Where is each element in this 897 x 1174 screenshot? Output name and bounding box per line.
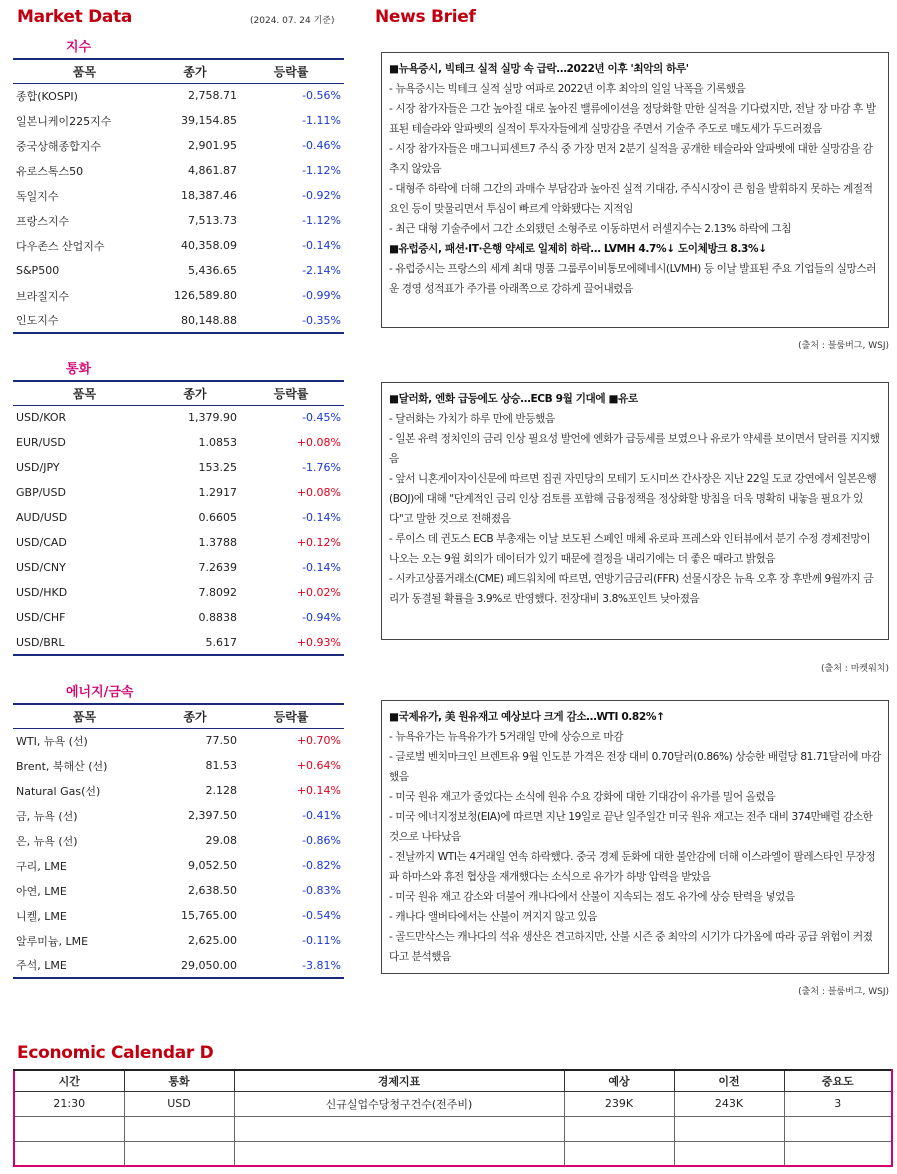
item-change: +0.08% [296,436,341,449]
item-change: -0.82% [302,859,341,872]
news-source-stocks: (출처 : 블룸버그, WSJ) [798,341,889,351]
item-name: 구리, LME [16,859,67,873]
calendar-table [13,1069,893,1167]
item-name: 알루미늄, LME [16,934,89,948]
item-change: -3.81% [241,953,344,978]
item-change: +0.64% [296,759,341,772]
news-line: - 루이스 데 귄도스 ECB 부총재는 이날 보도된 스페인 매체 유로파 프레스와 인터뷰에서 분기 수정 경제전망이 나오는 오는 9월 회의가 데이터가 있기 때문에 결정을 내리기에는 더 좋은 때라고 밝혔음 [389,533,871,565]
section-label-currency: 통화 [66,362,92,377]
table-row [13,480,344,505]
item-change: -0.14% [302,239,341,252]
indices-body [13,83,344,333]
item-price: 1,379.90 [188,411,237,425]
table-row [13,505,344,530]
item-name: Brent, 북해산 (선) [16,759,108,773]
item-change: +0.14% [296,784,341,797]
calendar-cell: 239K [564,1091,674,1116]
item-change: -0.86% [302,834,341,847]
item-price: 81.53 [205,759,237,772]
item-change: -0.99% [302,289,341,302]
item-name: S&P500 [16,264,60,277]
table-row [13,803,344,828]
item-name: 프랑스지수 [16,214,70,228]
news-line: - 달러화는 가치가 하루 만에 반등했음 [389,413,555,425]
item-name: AUD/USD [16,511,68,524]
item-price: 0.6605 [198,511,237,524]
table-row [13,283,344,308]
news-line: - 앞서 니혼게이자이신문에 따르면 집권 자민당의 모테기 도시미쓰 간사장은 지난 22일 도쿄 강연에서 일본은행(BOJ)에 대해 "단계적인 금리 인상 검토를 포함해 금융정책을 정상화할 방침을 더욱 명확히 내놓을 필요가 있다"고 말한 것으로 전해졌음 [389,473,877,525]
currency-body [13,405,344,655]
item-change: -0.11% [302,934,341,947]
table-row [13,455,344,480]
item-name: 금, 뉴욕 (선) [16,809,78,823]
item-name: USD/CAD [16,536,67,549]
calendar-cell [674,1116,784,1141]
news-line: - 전날까지 WTI는 4거래일 연속 하락했다. 중국 경제 둔화에 대한 불안감에 더해 이스라엘이 팔레스타인 무장정파 하마스와 휴전 협상을 재개했다는 소식으로 유가가 하방 압력을 받았음 [389,851,876,883]
calendar-cell: USD [124,1091,234,1116]
item-price: 4,861.87 [188,164,237,177]
col-change: 등락률 [241,59,344,83]
item-change: -0.83% [302,884,341,897]
item-name: 아연, LME [16,884,67,898]
table-row [13,183,344,208]
item-price: 2,638.50 [188,884,237,897]
item-price: 80,148.88 [153,308,241,333]
calendar-cell: 243K [674,1091,784,1116]
item-price: 39,154.85 [181,114,237,127]
item-change: +0.08% [296,486,341,499]
item-name: USD/JPY [16,461,60,474]
item-change: +0.70% [296,734,341,748]
news-line: - 시장 참가자들은 매그니피센트7 주식 중 가장 먼저 2분기 실적을 공개한 테슬라와 알파벳에 대한 실망감을 감추지 않았음 [389,143,873,175]
item-name: 중국상해종합지수 [16,139,102,153]
item-name: 인도지수 [13,308,153,333]
calendar-title: Economic Calendar D [17,1043,214,1063]
calendar-cell [124,1116,234,1141]
news-line: - 뉴욕유가는 뉴욕유가가 5거래일 만에 상승으로 마감 [389,731,624,743]
news-line: - 미국 원유 재고 감소와 더불어 캐나다에서 산불이 지속되는 점도 유가에 상승 탄력을 넣었음 [389,891,795,903]
table-row [13,953,344,978]
news-line: - 시카고상품거래소(CME) 페드워치에 따르면, 연방기금금리(FFR) 선물시장은 뉴욕 오후 장 후반께 9월까지 금리가 동결될 확률을 3.9%로 반영했다. 전장대비 3.8%포인트 낮아졌음 [389,573,874,605]
calendar-cell [14,1116,124,1141]
news-headline: ■달러화, 엔화 급등에도 상승…ECB 9월 기대에 ■유로 [389,393,638,405]
table-row [13,405,344,430]
cal-col-time: 시간 [14,1070,124,1091]
calendar-cell [234,1116,564,1141]
table-row [13,928,344,953]
table-row [13,308,344,333]
news-line: - 캐나다 앨버타에서는 산불이 꺼지지 않고 있음 [389,911,598,923]
calendar-cell: 신규실업수당청구건수(전주비) [234,1091,564,1116]
item-change: -1.76% [302,461,341,474]
news-line: - 미국 에너지정보청(EIA)에 따르면 지난 19일로 끝난 일주일간 미국 원유 재고는 전주 대비 374만배럴 감소한 것으로 나타났음 [389,811,873,843]
col-price: 종가 [153,704,241,728]
news-box-stocks [381,52,889,328]
item-name: GBP/USD [16,486,66,499]
calendar-cell [14,1141,124,1166]
item-price: 29.08 [205,834,237,847]
item-price: 7.8092 [198,586,237,599]
item-name: USD/CNY [16,561,66,574]
news-box-energy [381,700,889,974]
table-row [13,778,344,803]
table-row [13,258,344,283]
table-row [13,233,344,258]
table-row [13,903,344,928]
section-label-energy: 에너지/금속 [66,685,134,700]
item-change: -0.94% [302,611,341,624]
col-item: 품목 [13,381,153,405]
col-item: 품목 [13,704,153,728]
table-row [13,828,344,853]
item-price: 7,513.73 [188,214,237,227]
item-change: -0.14% [302,511,341,524]
item-name: USD/CHF [16,611,66,624]
calendar-cell [784,1141,892,1166]
item-change: +0.02% [296,586,341,599]
table-row [13,878,344,903]
news-headline: ■국제유가, 美 원유재고 예상보다 크게 감소…WTI 0.82%↑ [389,711,665,723]
news-line: - 최근 대형 기술주에서 그간 소외됐던 소형주로 이동하면서 러셀지수는 2.13% 하락에 그침 [389,223,792,235]
calendar-body [14,1091,892,1166]
news-line: - 미국 원유 재고가 줄었다는 소식에 원유 수요 강화에 대한 기대감이 유가를 밀어 올렸음 [389,791,776,803]
item-price: 77.50 [205,734,237,748]
calendar-cell [674,1141,784,1166]
table-row [13,133,344,158]
news-headline: ■유럽증시, 패션·IT·은행 약세로 일제히 하락… LVMH 4.7%↓ 도이체방크 8.3%↓ [389,243,767,255]
news-source-currency: (출처 : 마켓워치) [821,664,889,674]
item-price: 1.2917 [198,486,237,499]
item-name: Natural Gas(선) [16,784,101,798]
news-line: - 글로벌 벤치마크인 브렌트유 9월 인도분 가격은 전장 대비 0.70달러(0.86%) 상승한 배럴당 81.71달러에 마감했음 [389,751,881,783]
col-change: 등락률 [241,704,344,728]
item-change: +0.12% [296,536,341,549]
item-price: 29,050.00 [153,953,241,978]
item-name: USD/BRL [13,630,153,655]
news-brief-title: News Brief [375,7,476,27]
energy-body [13,728,344,978]
item-price: 2,901.95 [188,139,237,152]
table-row [13,158,344,183]
item-change: -0.45% [302,411,341,425]
table-row [13,580,344,605]
item-change: -0.35% [241,308,344,333]
news-line: - 시장 참가자들은 그간 높아질 대로 높아진 밸류에이션을 정당화할 만한 실적을 기다렸지만, 전날 장 마감 후 발표된 테슬라와 알파벳의 실적이 투자자들에게 실망감을 주면서 기술주 주도로 매도세가 두드러졌음 [389,103,876,135]
item-price: 5,436.65 [188,264,237,277]
item-change: -1.12% [302,214,341,227]
col-price: 종가 [153,59,241,83]
calendar-cell [124,1141,234,1166]
table-row [13,728,344,753]
cal-col-importance: 중요도 [784,1070,892,1091]
news-line: - 골드만삭스는 캐나다의 석유 생산은 견고하지만, 산불 시즌 중 최악의 시기가 다가옴에 따라 공급 위험이 커졌다고 분석했음 [389,931,873,963]
news-source-energy: (출처 : 블룸버그, WSJ) [798,987,889,997]
table-row [13,630,344,655]
cal-col-indicator: 경제지표 [234,1070,564,1091]
calendar-cell: 21:30 [14,1091,124,1116]
item-name: 유로스톡스50 [16,164,84,178]
cal-col-currency: 통화 [124,1070,234,1091]
news-headline: ■뉴욕증시, 빅테크 실적 실망 속 급락…2022년 이후 '최악의 하루' [389,63,689,75]
item-price: 9,052.50 [188,859,237,872]
table-row [13,83,344,108]
table-row [13,555,344,580]
calendar-cell: 3 [784,1091,892,1116]
news-box-currency [381,382,889,640]
table-row [13,430,344,455]
item-price: 40,358.09 [181,239,237,252]
calendar-row [14,1116,892,1141]
news-line: - 대형주 하락에 더해 그간의 과매수 부담감과 높아진 실적 기대감, 주식시장이 큰 힘을 발휘하지 못하는 계절적 요인 등이 맞물리면서 투심이 빠르게 악화됐다는 지적임 [389,183,873,215]
indices-table [13,58,344,334]
item-price: 1.3788 [198,536,237,549]
news-line: - 유럽증시는 프랑스의 세계 최대 명품 그룹루이비통모에헤네시(LVMH) 등 이날 발표된 주요 기업들의 실망스러운 경영 성적표가 주가를 아래쪽으로 강하게 끌어내렸음 [389,263,876,295]
item-name: USD/HKD [16,586,68,599]
item-price: 126,589.80 [174,289,237,302]
item-price: 0.8838 [198,611,237,624]
as-of-date: (2024. 07. 24 기준) [250,16,335,26]
calendar-row [14,1141,892,1166]
item-name: WTI, 뉴욕 (선) [16,734,88,748]
table-row [13,605,344,630]
item-price: 2,625.00 [188,934,237,947]
item-price: 7.2639 [198,561,237,574]
market-data-title: Market Data [17,7,133,27]
table-row [13,753,344,778]
item-name: 은, 뉴욕 (선) [16,834,78,848]
item-price: 2,397.50 [188,809,237,822]
col-price: 종가 [153,381,241,405]
item-name: 독일지수 [16,189,59,203]
item-name: 주석, LME [13,953,153,978]
item-name: 니켈, LME [16,909,67,923]
item-price: 15,765.00 [181,909,237,922]
item-change: -0.56% [302,89,341,103]
currency-table [13,380,344,656]
item-price: 1.0853 [198,436,237,449]
calendar-cell [564,1141,674,1166]
table-row [13,208,344,233]
item-change: -1.12% [302,164,341,177]
col-item: 품목 [13,59,153,83]
news-line: - 뉴욕증시는 빅테크 실적 실망 여파로 2022년 이후 최악의 일일 낙폭을 기록했음 [389,83,746,95]
calendar-cell [784,1116,892,1141]
news-line: - 일본 유력 정치인의 금리 인상 필요성 발언에 엔화가 급등세를 보였으나 유로가 약세를 보이면서 달러를 지지했음 [389,433,880,465]
item-name: 일본니케이225지수 [16,114,112,128]
item-name: USD/KOR [16,411,67,425]
item-price: 18,387.46 [181,189,237,202]
item-price: 2,758.71 [188,89,237,103]
calendar-cell [234,1141,564,1166]
item-change: -0.46% [302,139,341,152]
item-change: -0.41% [302,809,341,822]
energy-table [13,703,344,979]
item-change: -0.54% [302,909,341,922]
section-label-indices: 지수 [66,40,92,55]
cal-col-previous: 이전 [674,1070,784,1091]
item-change: -0.14% [302,561,341,574]
table-row [13,530,344,555]
calendar-row [14,1091,892,1116]
item-price: 5.617 [153,630,241,655]
item-name: 다우존스 산업지수 [16,239,105,253]
item-change: +0.93% [241,630,344,655]
table-row [13,853,344,878]
item-change: -1.11% [302,114,341,127]
item-price: 2.128 [205,784,237,797]
item-name: EUR/USD [16,436,66,449]
table-row [13,108,344,133]
col-change: 등락률 [241,381,344,405]
item-change: -0.92% [302,189,341,202]
item-change: -2.14% [302,264,341,277]
item-name: 종합(KOSPI) [16,89,78,103]
calendar-cell [564,1116,674,1141]
cal-col-forecast: 예상 [564,1070,674,1091]
item-price: 153.25 [198,461,237,474]
item-name: 브라질지수 [16,289,70,303]
